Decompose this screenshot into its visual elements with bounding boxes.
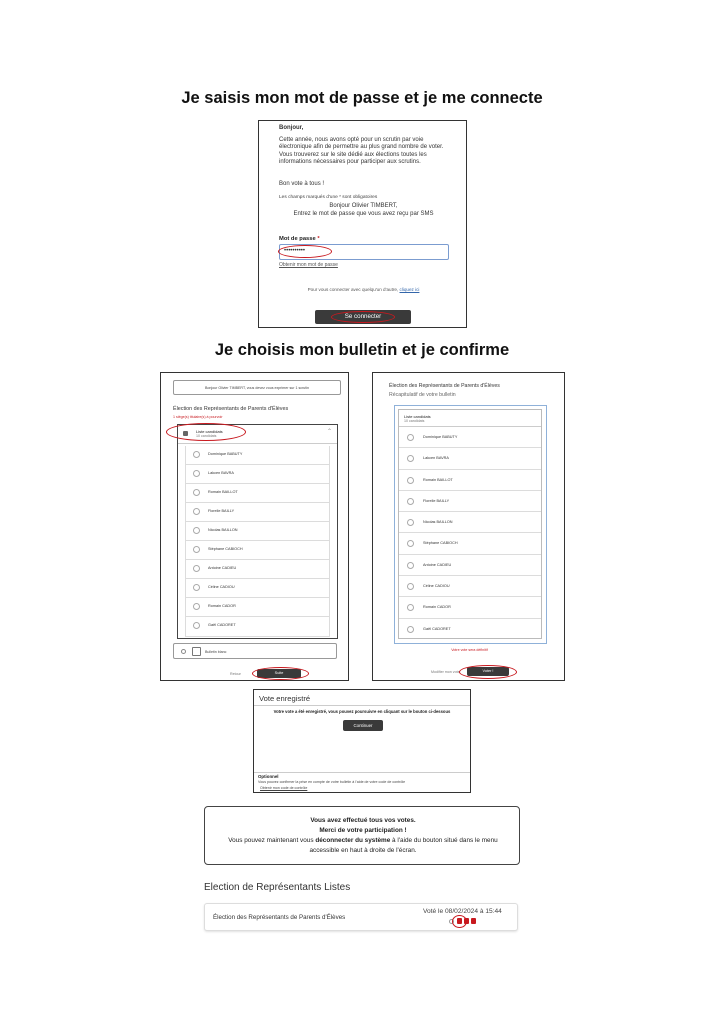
vote-saved-title: Vote enregistré	[259, 694, 311, 703]
radio-icon	[407, 540, 414, 547]
candidate-item[interactable]	[186, 522, 329, 541]
password-value: ••••••••••	[284, 248, 306, 254]
radio-icon	[407, 583, 414, 590]
candidate-name: Stéphane CABIOCH	[423, 541, 458, 546]
login-intro: Cette année, nous avons opté pour un scrutin par voie électronique afin de permettre au plus grand nombre de voter. Vous trouverez sur le site dédié aux élections toutes les informations nécessaires pour participer aux scrutins.	[279, 137, 444, 166]
radio-icon[interactable]	[193, 546, 200, 553]
recap-candidate-item	[399, 576, 541, 597]
votes-done-line3-bold: déconnecter du système	[315, 837, 391, 844]
login-greeting: Bonjour,	[279, 125, 304, 131]
radio-icon	[407, 477, 414, 484]
recap-candidate-item	[399, 491, 541, 512]
vote-button[interactable]: Voter !	[467, 667, 509, 676]
radio-icon[interactable]	[193, 565, 200, 572]
candidate-name: Stéphane CABIOCH	[208, 547, 243, 551]
candidate-name: Romain BAILLOT	[208, 490, 238, 494]
envelope-icon	[192, 647, 201, 656]
candidate-item[interactable]	[186, 465, 329, 484]
radio-icon	[407, 498, 414, 505]
connect-highlight-circle	[331, 311, 395, 323]
candidate-item[interactable]	[186, 617, 329, 636]
heading-ballot-step: Je choisis mon bulletin et je confirme	[214, 341, 510, 359]
candidate-name: Nicolas BAILLON	[423, 520, 453, 525]
vote-highlight-circle	[459, 665, 517, 679]
candidate-item[interactable]	[186, 484, 329, 503]
candidate-item[interactable]	[186, 579, 329, 598]
candidate-name: Romain CADOR	[423, 605, 451, 610]
modify-vote-link[interactable]: Modifier mon vote	[431, 670, 460, 674]
login-wish: Bon vote à tous !	[279, 181, 325, 187]
candidate-item[interactable]	[186, 541, 329, 560]
votes-done-line1: Vous avez effectué tous vos votes.	[310, 817, 416, 824]
candidate-name: Dominique BABUTY	[208, 452, 243, 456]
login-instruction: Entrez le mot de passe que vous avez reçu par SMS	[293, 211, 434, 217]
password-label	[279, 236, 320, 242]
radio-icon	[407, 519, 414, 526]
recap-candidate-item	[399, 448, 541, 469]
radio-icon[interactable]	[193, 508, 200, 515]
control-code-link[interactable]: Obtenir mon code de contrôle	[260, 786, 308, 790]
candidate-name: Antoine CADIEU	[208, 566, 237, 570]
votes-done-line3	[205, 837, 521, 844]
candidate-list-box	[177, 424, 338, 639]
radio-icon[interactable]	[193, 451, 200, 458]
votes-done-line3-post: à l'aide du bouton situé dans le menu	[392, 837, 498, 844]
login-required-note: Les champs marqués d'une * sont obligatoires	[279, 195, 378, 200]
candidate-name: Lakcen BAVRA	[423, 456, 449, 461]
election-row-status: Voté le 08/02/2024 à 15:44	[423, 908, 502, 915]
recap-screenshot	[372, 372, 565, 681]
ballot-election-title: Élection des Représentants de Parents d'Élèves	[173, 406, 289, 412]
vote-saved-message: Votre vote a été enregistré, vous pouvez poursuivre en cliquant sur le bouton ci-dessous	[273, 709, 451, 714]
list-highlight-circle	[166, 423, 246, 441]
candidate-name: Céline CADIOU	[423, 584, 450, 589]
election-row-label: Élection des Représentants de Parents d'Élèves	[213, 914, 346, 921]
recap-warning: Votre vote sera définitif	[451, 648, 488, 652]
candidate-name: Florelle BAILLY	[423, 498, 450, 503]
candidate-name: Gaël CADORET	[423, 626, 451, 631]
votes-done-box	[204, 806, 520, 865]
candidate-item[interactable]	[186, 503, 329, 522]
list-count: 10 candidats	[196, 434, 217, 438]
required-star: *	[317, 236, 320, 242]
optional-label: Optionnel	[258, 774, 279, 779]
login-other-user	[259, 287, 467, 292]
recap-candidate-item	[399, 555, 541, 576]
radio-icon	[407, 455, 414, 462]
ballot-screenshot	[160, 372, 349, 681]
radio-icon	[407, 604, 414, 611]
password-label-text: Mot de passe	[279, 236, 316, 242]
chevron-up-icon[interactable]: ⌃	[326, 429, 332, 435]
votes-done-line2: Merci de votre participation !	[319, 827, 407, 834]
next-button[interactable]: Suite	[257, 669, 301, 678]
radio-icon[interactable]	[193, 622, 200, 629]
candidate-list	[185, 446, 330, 637]
votes-done-line3-pre: Vous pouvez maintenant vous	[228, 837, 314, 844]
radio-icon[interactable]	[193, 584, 200, 591]
candidate-name: Romain CADOR	[208, 604, 236, 608]
login-other-text: Pour vous connecter avec quelqu'un d'autre,	[307, 287, 399, 292]
login-hello-user: Bonjour Olivier TIMBERT,	[329, 203, 398, 209]
next-highlight-circle	[252, 667, 309, 680]
votes-done-line4: accessible en haut à droite de l'écran.	[309, 847, 417, 854]
elections-section-title: Election de Représentants Listes	[204, 882, 351, 893]
continue-button[interactable]: Continuer	[343, 720, 383, 731]
list-title: Liste candidats	[196, 429, 223, 434]
radio-icon	[407, 626, 414, 633]
candidate-name: Gaël CADORET	[208, 623, 236, 627]
blank-ballot-option[interactable]	[173, 643, 337, 659]
recap-candidate-item	[399, 597, 541, 618]
connect-button[interactable]: Se connecter	[315, 310, 411, 324]
optional-text: Vous pouvez confirmer la prise en compte de votre bulletin à l'aide de votre code de contrôle	[258, 780, 406, 784]
radio-icon[interactable]	[181, 649, 186, 654]
candidate-name: Lakcen BAVRA	[208, 471, 234, 475]
candidate-name: Romain BAILLOT	[423, 477, 453, 482]
back-link[interactable]: Retour	[230, 672, 241, 676]
radio-icon[interactable]	[193, 603, 200, 610]
radio-icon	[407, 562, 414, 569]
radio-icon[interactable]	[193, 527, 200, 534]
candidate-name: Florelle BAILLY	[208, 509, 235, 513]
recap-candidate-item	[399, 533, 541, 554]
heading-login-step: Je saisis mon mot de passe et je me connecte	[181, 89, 543, 107]
recap-list-box	[398, 409, 542, 639]
recap-list-title: Liste candidats	[404, 414, 431, 419]
login-screenshot	[258, 120, 467, 328]
blank-ballot-label: Bulletin blanc	[205, 650, 227, 654]
candidate-name: Antoine CADIEU	[423, 562, 452, 567]
recap-election-title: Élection des Représentants de Parents d'Élèves	[389, 383, 500, 389]
vote-saved-screenshot	[253, 689, 471, 793]
recap-candidate-item	[399, 427, 541, 448]
ballot-banner: Bonjour Olivier TIMBERT, vous devez vous exprimer sur 1 scrutin	[173, 380, 341, 395]
recap-subtitle: Récapitulatif de votre bulletin	[389, 392, 456, 398]
candidate-item[interactable]	[186, 446, 329, 465]
recap-candidate-list	[399, 426, 541, 640]
document-icon-3[interactable]	[471, 918, 476, 924]
recap-list-count: 10 candidats	[404, 419, 425, 423]
election-row	[204, 903, 518, 931]
login-other-link[interactable]: cliquez ici	[399, 287, 420, 292]
recap-candidate-item	[399, 619, 541, 640]
forgot-password-link[interactable]: Obtenir mon mot de passe	[279, 262, 338, 268]
candidate-name: Dominique BABUTY	[423, 435, 458, 439]
receipt-highlight-circle	[452, 915, 467, 928]
radio-icon[interactable]	[193, 489, 200, 496]
radio-icon	[407, 434, 414, 441]
candidate-name: Céline CADIOU	[208, 585, 235, 589]
candidate-item[interactable]	[186, 560, 329, 579]
candidate-item[interactable]	[186, 598, 329, 617]
recap-candidate-item	[399, 470, 541, 491]
radio-icon[interactable]	[193, 470, 200, 477]
ballot-seats-note: 1 siège(s) titulaire(s) à pourvoir	[173, 415, 223, 419]
recap-list-frame	[394, 405, 547, 644]
candidate-name: Nicolas BAILLON	[208, 528, 238, 532]
recap-candidate-item	[399, 512, 541, 533]
password-highlight-circle	[278, 245, 332, 258]
